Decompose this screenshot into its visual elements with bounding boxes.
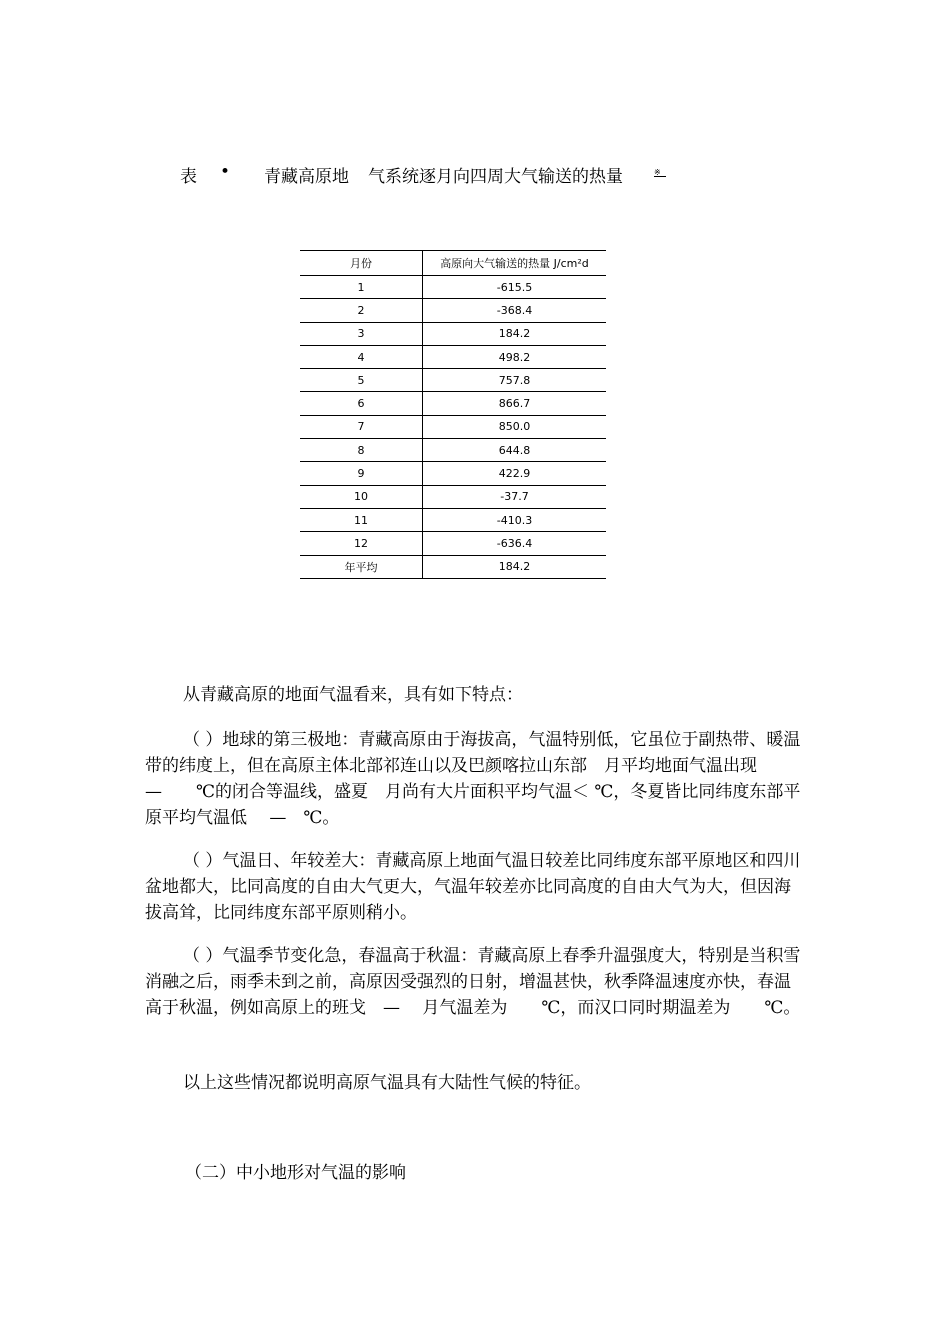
cell-heat-value: 422.9 xyxy=(423,462,607,485)
cell-month: 11 xyxy=(300,508,423,531)
heat-transfer-table xyxy=(300,250,606,579)
cell-month: 12 xyxy=(300,532,423,555)
table-row xyxy=(300,392,606,415)
table-row xyxy=(300,462,606,485)
cell-heat-value: 644.8 xyxy=(423,439,607,462)
caption-dot: • xyxy=(220,162,231,182)
header-month: 月份 xyxy=(300,251,423,276)
section-heading: （二）中小地形对气温的影响 xyxy=(185,1163,406,1183)
cell-heat-value: -615.5 xyxy=(423,276,607,299)
cell-heat-value: 184.2 xyxy=(423,322,607,345)
cell-heat-value: -636.4 xyxy=(423,532,607,555)
summary-paragraph: 以上这些情况都说明高原气温具有大陆性气候的特征。 xyxy=(183,1073,591,1093)
table-row xyxy=(300,345,606,368)
table-row xyxy=(300,532,606,555)
cell-heat-value: -37.7 xyxy=(423,485,607,508)
cell-month: 8 xyxy=(300,439,423,462)
cell-heat-value: 757.8 xyxy=(423,369,607,392)
paragraph-third-pole: （ ）地球的第三极地：青藏高原由于海拔高，气温特别低，它虽位于副热带、暖温带的纬度上，但在高原主体北部祁连山以及巴颜喀拉山东部 月平均地面气温出现 — ℃的闭合等温线，盛夏 月尚有大片面积平均气温＜ ℃，冬夏皆比同纬度东部平原平均气温低 — ℃。 xyxy=(145,730,801,828)
cell-month: 9 xyxy=(300,462,423,485)
cell-heat-value: 866.7 xyxy=(423,392,607,415)
table-row xyxy=(300,276,606,299)
paragraph-temperature-range: （ ）气温日、年较差大：青藏高原上地面气温日较差比同纬度东部平原地区和四川盆地都大，比同高度的自由大气更大，气温年较差亦比同高度的自由大气为大，但因海拔高耸，比同纬度东部平原则稍小。 xyxy=(145,851,801,923)
table-row xyxy=(300,555,606,578)
cell-heat-value: -368.4 xyxy=(423,299,607,322)
paragraph-seasonal-change: （ ）气温季节变化急，春温高于秋温：青藏高原上春季升温强度大，特别是当积雪消融之后，雨季未到之前，高原因受强烈的日射，增温甚快，秋季降温速度亦快，春温高于秋温，例如高原上的班戈 — 月气温差为 ℃，而汉口同时期温差为 ℃。 xyxy=(145,946,801,1018)
cell-month: 1 xyxy=(300,276,423,299)
header-heat-label: 高原向大气输送的热量 J/cm²d xyxy=(440,257,589,270)
header-heat xyxy=(423,251,607,276)
table-header-row xyxy=(300,251,606,276)
caption-title: 气系统逐月向四周大气输送的热量 xyxy=(368,167,623,187)
cell-heat-value: 184.2 xyxy=(423,555,607,578)
table-row xyxy=(300,299,606,322)
cell-month: 5 xyxy=(300,369,423,392)
table-row xyxy=(300,322,606,345)
table-body xyxy=(300,276,606,579)
table-row xyxy=(300,508,606,531)
cell-heat-value: 498.2 xyxy=(423,345,607,368)
cell-month: 3 xyxy=(300,322,423,345)
cell-month: 10 xyxy=(300,485,423,508)
intro-paragraph: 从青藏高原的地面气温看来，具有如下特点： xyxy=(183,685,523,705)
table-row xyxy=(300,415,606,438)
table-row xyxy=(300,369,606,392)
cell-month: 4 xyxy=(300,345,423,368)
cell-month: 2 xyxy=(300,299,423,322)
table-row xyxy=(300,439,606,462)
cell-month: 年平均 xyxy=(300,555,423,578)
table-row xyxy=(300,485,606,508)
cell-heat-value: 850.0 xyxy=(423,415,607,438)
cell-month: 7 xyxy=(300,415,423,438)
cell-month: 6 xyxy=(300,392,423,415)
cell-heat-value: -410.3 xyxy=(423,508,607,531)
caption-region: 青藏高原地 xyxy=(264,167,349,187)
footnote-mark: ※ xyxy=(654,170,666,177)
caption-prefix: 表 xyxy=(180,167,197,187)
